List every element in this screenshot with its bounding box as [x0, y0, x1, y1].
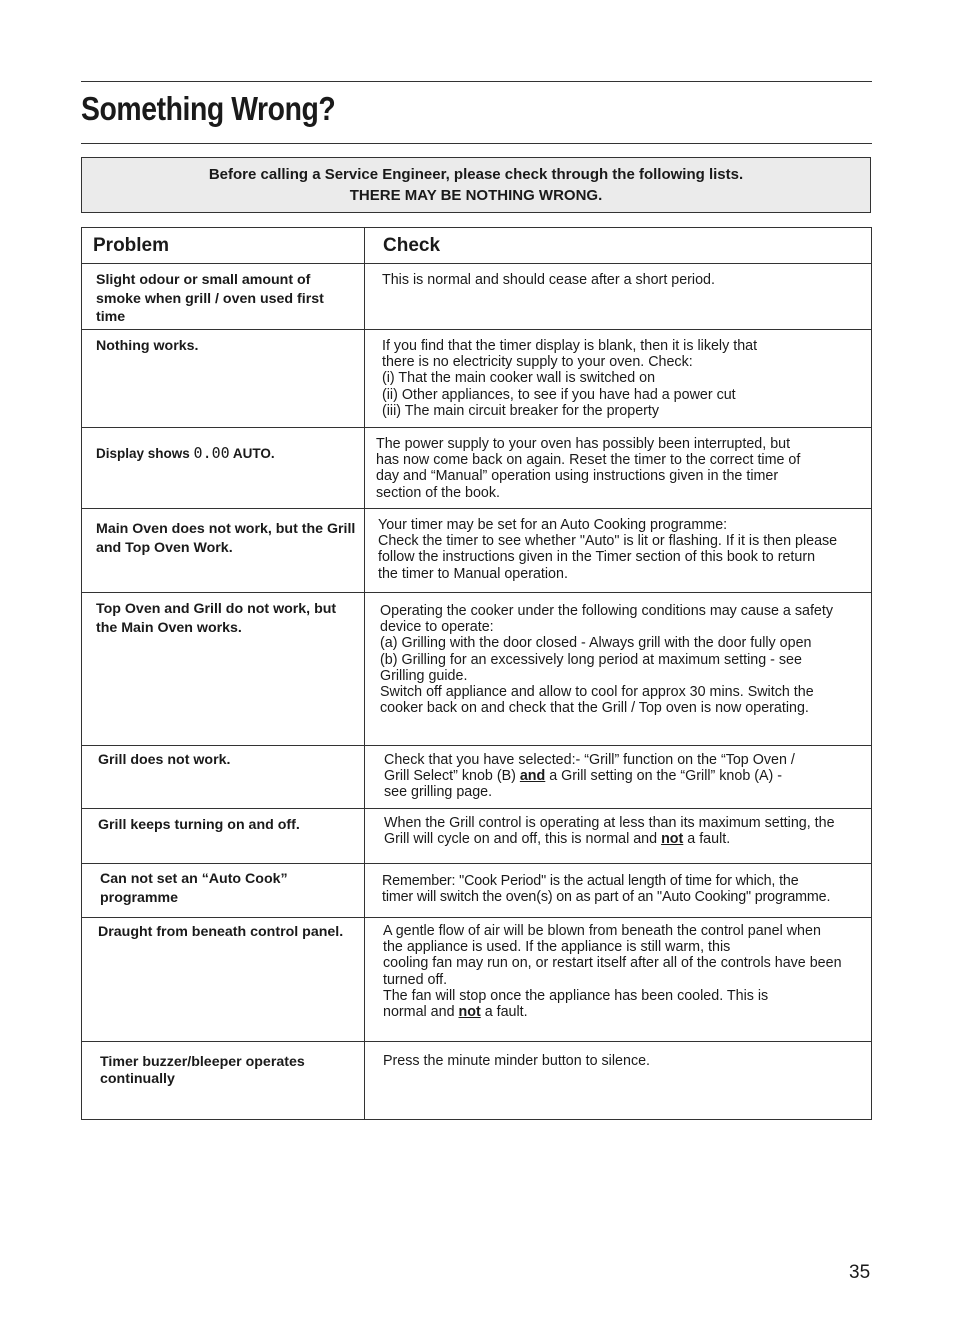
- problem-text: Slight odour or small amount of smoke when grill / oven used first time: [96, 272, 324, 325]
- table-row: [82, 809, 872, 864]
- check-cell: [365, 864, 872, 918]
- problem-cell: [82, 428, 365, 509]
- table-row: [82, 509, 872, 593]
- check-cell: [365, 428, 872, 509]
- check-text-continued: a fault.: [480, 1004, 528, 1021]
- check-text: Your timer may be set for an Auto Cooking programme: Check the timer to see whether "Auto" is lit or flashing. If it is then please follow the instructions given in the Timer section of this book to return the timer to Manual operation.: [378, 517, 838, 582]
- problem-text: Timer buzzer/bleeper operates continually: [100, 1054, 305, 1087]
- check-text: If you find that the timer display is blank, then it is likely that there is no electricity supply to your oven. Check: (i) That the main cooker wall is switched on (ii) Other appliances, to see if you have had a power cut (iii) The main circuit breaker for the property: [382, 338, 758, 419]
- header-problem: Problem: [82, 228, 365, 264]
- check-text: A gentle flow of air will be blown from beneath the control panel when the appliance is used. If the appliance is still warm, this cooling fan may run on, or restart itself after all of the controls have been turned off. The fan will stop once the appliance has been cooled. This is normal and: [383, 923, 842, 1021]
- notice-box: [81, 157, 871, 213]
- troubleshooting-table: [81, 227, 872, 1120]
- table-row: [82, 264, 872, 330]
- problem-cell: [82, 746, 365, 809]
- timer-display-readout: 0.00: [193, 444, 230, 462]
- page-number: 35: [849, 1262, 871, 1283]
- check-text: Operating the cooker under the following conditions may cause a safety device to operate: (a) Grilling with the door closed - Always grill with the door fully open (b) Grilling for an excessively long period at maximum setting - see Grilling guide. Switch off appliance and allow to cool for approx 30 mins. Switch the cooker back on and check that the Grill / Top oven is now operating.: [380, 603, 833, 717]
- problem-text: Main Oven does not work, but the Grill and Top Oven Work.: [96, 521, 356, 556]
- table-row: [82, 330, 872, 428]
- problem-text: Display shows: [96, 446, 194, 461]
- problem-cell: [82, 918, 365, 1042]
- notice-line-2: THERE MAY BE NOTHING WRONG.: [349, 187, 603, 204]
- check-text: When the Grill control is operating at less than its maximum setting, the Grill will cycle on and off, this is normal and: [384, 815, 835, 848]
- problem-text: Can not set an “Auto Cook” programme: [100, 871, 288, 906]
- check-text: Press the minute minder button to silence.: [383, 1053, 651, 1069]
- table-row: [82, 593, 872, 746]
- problem-cell: [82, 1042, 365, 1120]
- top-rule: [81, 81, 872, 82]
- check-text: Check that you have selected:- “Grill” function on the “Top Oven / Grill Select” knob (B): [384, 752, 795, 785]
- check-text: This is normal and should cease after a short period.: [382, 272, 715, 288]
- table-row: [82, 746, 872, 809]
- emphasis-not: not: [458, 1004, 481, 1021]
- table-row: [82, 1042, 872, 1120]
- table-row: [82, 428, 872, 509]
- check-cell: [365, 593, 872, 746]
- title-rule: [81, 143, 872, 144]
- check-text-continued: a Grill setting on the “Grill” knob (A) - see grilling page.: [384, 768, 783, 801]
- problem-cell: [82, 264, 365, 330]
- table-row: [82, 864, 872, 918]
- problem-cell: [82, 330, 365, 428]
- check-cell: [365, 509, 872, 593]
- check-cell: [365, 330, 872, 428]
- header-check: Check: [365, 228, 872, 264]
- page-title: Something Wrong?: [81, 90, 336, 127]
- problem-text: Top Oven and Grill do not work, but the Main Oven works.: [96, 601, 337, 636]
- check-cell: [365, 1042, 872, 1120]
- check-text: The power supply to your oven has possibly been interrupted, but has now come back on again. Reset the timer to the correct time of day and “Manual” operation using instructions given in the timer section of the book.: [376, 436, 801, 501]
- problem-cell: [82, 593, 365, 746]
- emphasis-and: and: [519, 768, 546, 785]
- problem-text: Grill keeps turning on and off.: [98, 817, 300, 833]
- check-cell: [365, 809, 872, 864]
- problem-text: Nothing works.: [96, 338, 199, 354]
- check-cell: [365, 918, 872, 1042]
- problem-text: Grill does not work.: [98, 752, 231, 768]
- table-row: [82, 918, 872, 1042]
- problem-text: Draught from beneath control panel.: [98, 924, 344, 940]
- check-cell: [365, 264, 872, 330]
- table-header-row: [82, 228, 872, 264]
- problem-cell: [82, 809, 365, 864]
- notice-line-1: Before calling a Service Engineer, please check through the following lists.: [208, 166, 744, 183]
- emphasis-not: not: [661, 831, 684, 848]
- check-text: Remember: "Cook Period" is the actual length of time for which, the timer will switch the oven(s) on as part of an "Auto Cooking" programme.: [382, 873, 831, 906]
- check-text-continued: a fault.: [683, 831, 731, 848]
- check-cell: [365, 746, 872, 809]
- problem-cell: [82, 509, 365, 593]
- problem-text-suffix: AUTO.: [229, 446, 275, 461]
- problem-cell: [82, 864, 365, 918]
